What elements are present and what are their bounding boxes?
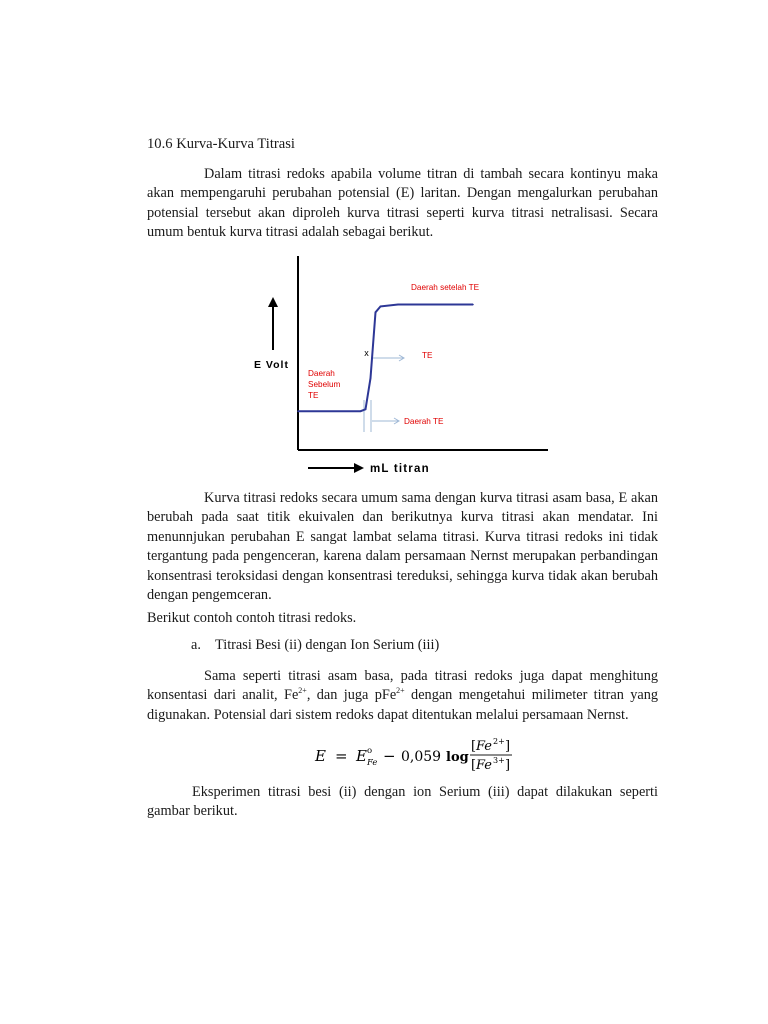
series-point-6 <box>397 304 399 306</box>
series-point-1 <box>360 410 362 412</box>
fe-charge-superscript: 2+ <box>298 686 307 696</box>
numerator-open-bracket: [ <box>471 739 477 754</box>
equation-e-standard-sub: Fe <box>367 758 378 768</box>
equation-equals: = <box>335 747 348 765</box>
denominator-ion: Fe <box>476 758 493 773</box>
annotation-before-te-line1: Daerah <box>308 369 335 378</box>
equation-e-standard-sup: o <box>367 746 373 756</box>
examples-intro: Berikut contoh contoh titrasi redoks. <box>147 610 357 626</box>
experiment-paragraph: Eksperimen titrasi besi (ii) dengan ion Serium (iii) dapat dilakukan seperti gambar berikut. <box>147 784 658 820</box>
example-list-item <box>191 637 439 654</box>
nernst-equation-svg <box>313 734 513 776</box>
series-point-4 <box>375 312 377 314</box>
list-item-letter: a. <box>191 637 201 653</box>
paragraph-text-part2: , dan juga pFe <box>306 687 397 704</box>
titration-curve-figure <box>250 250 560 480</box>
nernst-equation <box>313 734 513 776</box>
x-direction-arrow-head <box>354 463 364 473</box>
equation-lhs: E <box>315 747 326 765</box>
annotation-before-te-line3: TE <box>308 391 319 400</box>
paragraph-text-part3: dengan mengetahui milimeter titran yang digunakan. Potensial dari sistem redoks dapat ditentukan melalui persamaan Nernst. <box>147 687 659 723</box>
pfe-charge-superscript: 2+ <box>396 686 405 696</box>
equation-log: log <box>446 750 469 765</box>
numerator-close-bracket: ] <box>505 739 511 754</box>
intro-paragraph: Dalam titrasi redoks apabila volume titran di tambah secara kontinyu maka akan mempengaruhi perubahan potensial (E) laritan. Dengan mengalurkan perubahan potensial tersebut akan diproleh kurva titrasi seperti kurva titrasi netralisasi. Secara umum bentuk kurva titrasi adalah sebagai berikut. <box>147 166 658 241</box>
annotation-te: TE <box>422 351 433 360</box>
series-point-3 <box>370 377 372 379</box>
denominator-charge: 3+ <box>493 756 505 765</box>
section-heading: 10.6 Kurva-Kurva Titrasi <box>147 136 295 152</box>
equivalence-point-marker: x <box>364 348 369 358</box>
series-point-2 <box>365 409 367 411</box>
series-point-5 <box>380 306 382 308</box>
titration-curve-chart <box>250 250 560 480</box>
y-direction-arrow-head <box>268 297 278 307</box>
series-point-7 <box>472 304 474 306</box>
equation-e-standard: E <box>356 747 367 765</box>
annotation-before-te-line2: Sebelum <box>308 380 341 389</box>
series-point-0 <box>297 410 299 412</box>
equation-minus: − <box>383 747 396 765</box>
list-item-text: Titrasi Besi (ii) dengan Ion Serium (iii) <box>215 637 440 653</box>
nernst-intro-paragraph <box>147 667 658 725</box>
x-axis-label: mL titran <box>370 463 430 475</box>
equation-coefficient: 0,059 <box>401 749 442 765</box>
annotation-te-region: Daerah TE <box>404 417 444 426</box>
numerator-charge: 2+ <box>493 737 505 746</box>
curve-explanation-paragraph: Kurva titrasi redoks secara umum sama dengan kurva titrasi asam basa, E akan berubah pada saat titik ekuivalen dan berikutnya kurva titrasi akan mendatar. Ini menunnjukan perubahan E sangat lambat selama titrasi. Kurva titrasi redoks ini tidak tergantung pada pengenceran, karena dalam persamaan Nernst merupakan perbandingan konsentrasi teroksidasi dengan konsentrasi tereduksi, sehingga kurva tidak akan berubah dengan pengemceran. <box>147 490 658 604</box>
paragraph-text-part1: Sama seperti titrasi asam basa, pada titrasi redoks juga dapat menghitung konsentasi dari analit, Fe <box>147 668 658 704</box>
y-axis-label: E Volt <box>254 359 289 371</box>
annotation-after-te: Daerah setelah TE <box>411 283 480 292</box>
numerator-ion: Fe <box>476 739 493 754</box>
denominator-open-bracket: [ <box>471 758 477 773</box>
denominator-close-bracket: ] <box>505 758 511 773</box>
